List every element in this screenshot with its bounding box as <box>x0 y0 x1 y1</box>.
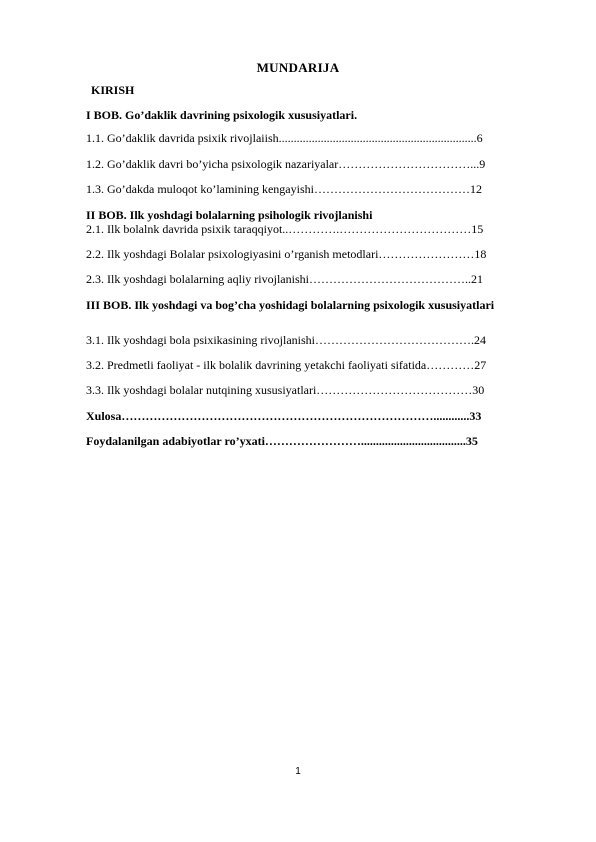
toc-entry-3-2: 3.2. Predmetli faoliyat - ilk bolalik davrining yetakchi faoliyati sifatida…………27 <box>86 358 487 372</box>
toc-entry-kirish: KIRISH <box>91 83 135 97</box>
toc-entry-xulosa: Xulosa……………………………………………………………………............33 <box>86 409 482 423</box>
toc-chapter-1: I BOB. Go’daklik davrining psixologik xususiyatlari. <box>86 108 358 122</box>
toc-chapter-3: III BOB. Ilk yoshdagi va bog’cha yoshidagi bolalarning psixologik xususiyatlari <box>86 298 495 312</box>
page-title: MUNDARIJA <box>256 60 340 75</box>
toc-entry-1-1: 1.1. Go’daklik davrida psixik rivojlaiish..................................................................6 <box>86 131 483 145</box>
toc-chapter-2: II BOB. Ilk yoshdagi bolalarning psihologik rivojlanishi <box>86 208 373 222</box>
toc-entry-2-2: 2.2. Ilk yoshdagi Bolalar psixologiyasini o’rganish metodlari……………………18 <box>86 247 487 261</box>
toc-entry-2-3: 2.3. Ilk yoshdagi bolalarning aqliy rivojlanishi…………………………………..21 <box>86 272 483 286</box>
toc-entry-2-1: 2.1. Ilk bolalnk davrida psixik taraqqiyot..………….……………………………15 <box>86 222 484 236</box>
toc-entry-1-2: 1.2. Go’daklik davri bo’yicha psixologik nazariyalar……………………………...9 <box>86 157 486 171</box>
toc-entry-3-1: 3.1. Ilk yoshdagi bola psixikasining rivojlanishi………………………………….24 <box>86 333 486 347</box>
page-number: 1 <box>295 766 301 777</box>
toc-entry-bibliography: Foydalanilgan adabiyotlar ro’yxati……………………...................................35 <box>86 434 478 448</box>
toc-entry-3-3: 3.3. Ilk yoshdagi bolalar nutqining xususiyatlari…………………………………30 <box>86 383 485 397</box>
toc-entry-1-3: 1.3. Go’dakda muloqot ko’lamining kengayishi…………………………………12 <box>86 182 482 196</box>
